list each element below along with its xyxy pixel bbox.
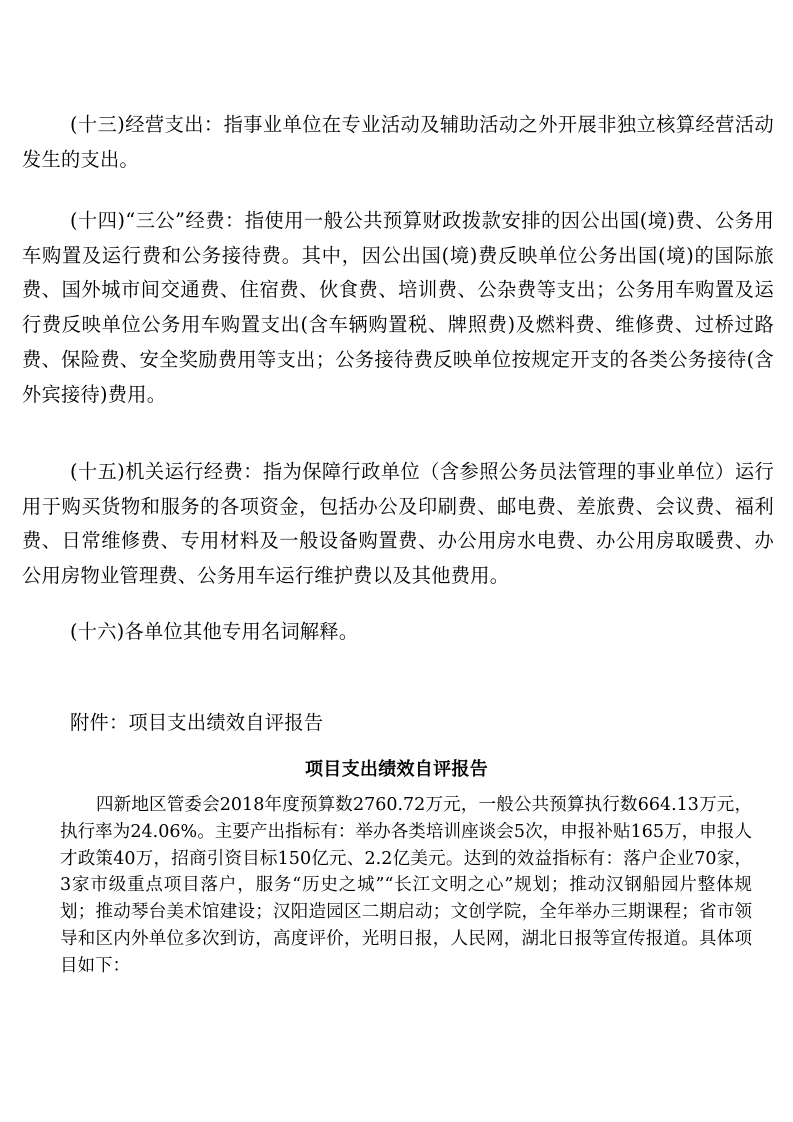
paragraph-agency-operating-expenses: (十五)机关运行经费：指为保障行政单位（含参照公务员法管理的事业单位）运行用于购买货物和服务的各项资金，包括办公及印刷费、邮电费、差旅费、会议费、福利费、日常维修费、专用材料及一般设备购置费、办公用房水电费、办公用房取暖费、办公用房物业管理费、公务用车运行维护费以及其他费用。 <box>22 460 774 588</box>
report-title: 项目支出绩效自评报告 <box>305 759 488 780</box>
paragraph-other-terms: (十六)各单位其他专用名词解释。 <box>70 620 359 643</box>
report-body: 四新地区管委会2018年度预算数2760.72万元，一般公共预算执行数664.13万元，执行率为24.06%。主要产出指标有：举办各类培训座谈会5次，申报补贴165万，申报人才政策40万，招商引资目标150亿元、2.2亿美元。达到的效益指标有：落户企业70家，3家市级重点项目落户，服务“历史之城”“长江文明之心”规划；推动汉钢船园片整体规划；推动琴台美术馆建设；汉阳造园区二期启动；文创学院，全年举办三期课程；省市领导和区内外单位多次到访，高度评价，光明日报，人民网，湖北日报等宣传报道。具体项目如下： <box>60 795 752 976</box>
paragraph-operating-expenditure: (十三)经营支出：指事业单位在专业活动及辅助活动之外开展非独立核算经营活动发生的支出。 <box>22 113 774 171</box>
attachment-label: 附件：项目支出绩效自评报告 <box>70 711 324 734</box>
paragraph-three-public-expenses: (十四)“三公”经费：指使用一般公共预算财政拨款安排的因公出国(境)费、公务用车购置及运行费和公务接待费。其中，因公出国(境)费反映单位公务出国(境)的国际旅费、国外城市间交通费、住宿费、伙食费、培训费、公杂费等支出；公务用车购置及运行费反映单位公务用车购置支出(含车辆购置税、牌照费)及燃料费、维修费、过桥过路费、保险费、安全奖励费用等支出；公务接待费反映单位按规定开支的各类公务接待(含外宾接待)费用。 <box>22 209 774 406</box>
